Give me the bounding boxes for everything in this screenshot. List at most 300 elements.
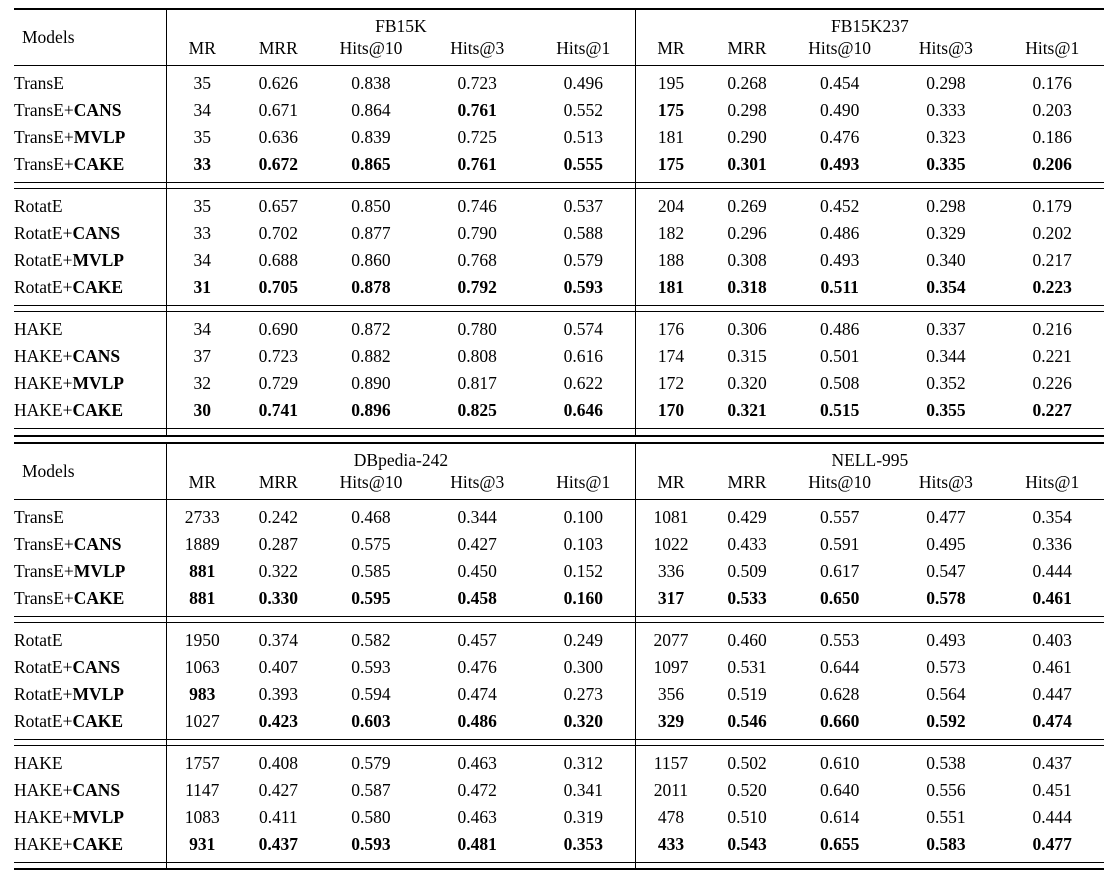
metric-value-cell: 0.355 [891,397,1000,429]
metric-value-cell: 30 [167,397,238,429]
metric-value-cell: 0.595 [319,585,423,617]
metric-value-cell: 0.575 [319,531,423,558]
metric-value-cell: 983 [167,681,238,708]
metric-header-cell: Hits@3 [891,37,1000,66]
metric-value-cell: 0.588 [532,220,636,247]
metric-value-cell: 31 [167,274,238,306]
table-row [14,622,1104,654]
metric-value-cell: 181 [635,124,706,151]
model-name-cell [14,708,167,740]
metric-value-cell: 0.344 [891,343,1000,370]
model-name-cell [14,397,167,429]
metric-value-cell: 0.877 [319,220,423,247]
metric-value-cell: 0.249 [532,622,636,654]
metric-value-cell: 1757 [167,745,238,777]
dataset-header-cell: FB15K [167,9,636,37]
model-base-label: RotatE+ [14,223,72,243]
model-name-cell [14,681,167,708]
model-suffix-label: CAKE [74,588,125,608]
table-row [14,124,1104,151]
metric-header-cell: MR [167,37,238,66]
metric-value-cell: 0.546 [706,708,788,740]
table-row [14,66,1104,98]
metric-header-cell: Hits@10 [788,471,892,500]
metric-value-cell: 0.617 [788,558,892,585]
metric-value-cell: 0.780 [423,312,532,344]
model-base-label: HAKE [14,753,63,773]
metric-value-cell: 0.269 [706,189,788,221]
metric-value-cell: 0.890 [319,370,423,397]
metric-value-cell: 0.437 [1000,745,1104,777]
metric-value-cell: 0.227 [1000,397,1104,429]
metric-header-row [14,37,1104,66]
metric-value-cell: 0.458 [423,585,532,617]
metric-value-cell: 0.457 [423,622,532,654]
model-name-cell [14,558,167,585]
metric-value-cell: 0.318 [706,274,788,306]
metric-value-cell: 0.344 [423,499,532,531]
model-suffix-label: MVLP [74,127,126,147]
metric-value-cell: 0.329 [891,220,1000,247]
model-base-label: RotatE+ [14,277,72,297]
metric-value-cell: 0.768 [423,247,532,274]
metric-value-cell: 0.330 [237,585,319,617]
metric-value-cell: 0.583 [891,831,1000,863]
model-suffix-label: CANS [72,780,120,800]
metric-value-cell: 0.622 [532,370,636,397]
metric-value-cell: 0.579 [532,247,636,274]
metric-value-cell: 0.660 [788,708,892,740]
metric-value-cell: 0.508 [788,370,892,397]
metric-value-cell: 0.217 [1000,247,1104,274]
metric-value-cell: 0.206 [1000,151,1104,183]
model-name-cell [14,370,167,397]
metric-value-cell: 0.553 [788,622,892,654]
model-name-cell [14,585,167,617]
table-bottom-rule [14,429,1104,436]
metric-value-cell: 0.320 [532,708,636,740]
model-block [14,499,1104,616]
metric-value-cell: 0.333 [891,97,1000,124]
metric-value-cell: 0.437 [237,831,319,863]
model-suffix-label: CANS [74,534,122,554]
model-suffix-label: MVLP [72,373,124,393]
model-name-cell [14,499,167,531]
metric-value-cell: 0.705 [237,274,319,306]
metric-value-cell: 0.628 [788,681,892,708]
metric-value-cell: 0.537 [532,189,636,221]
model-base-label: TransE [14,507,64,527]
metric-value-cell: 0.354 [891,274,1000,306]
metric-value-cell: 0.872 [319,312,423,344]
metric-value-cell: 0.864 [319,97,423,124]
model-name-cell [14,831,167,863]
metric-value-cell: 0.463 [423,804,532,831]
metric-value-cell: 0.452 [788,189,892,221]
metric-value-cell: 0.616 [532,343,636,370]
table-row [14,745,1104,777]
metric-value-cell: 34 [167,312,238,344]
model-base-label: HAKE+ [14,346,72,366]
metric-value-cell: 0.723 [237,343,319,370]
metric-value-cell: 0.671 [237,97,319,124]
metric-value-cell: 0.444 [1000,558,1104,585]
model-base-label: RotatE+ [14,684,72,704]
metric-value-cell: 0.202 [1000,220,1104,247]
metric-value-cell: 0.477 [1000,831,1104,863]
metric-value-cell: 0.460 [706,622,788,654]
table-row [14,274,1104,306]
table-row [14,499,1104,531]
dataset-header-cell: FB15K237 [635,9,1104,37]
metric-value-cell: 0.510 [706,804,788,831]
metric-value-cell: 336 [635,558,706,585]
model-suffix-label: CANS [74,100,122,120]
metric-header-cell: Hits@10 [319,37,423,66]
model-name-cell [14,777,167,804]
metric-header-cell: Hits@10 [788,37,892,66]
metric-value-cell: 0.860 [319,247,423,274]
model-name-cell [14,151,167,183]
metric-value-cell: 0.636 [237,124,319,151]
metric-value-cell: 0.341 [532,777,636,804]
model-name-cell [14,124,167,151]
models-header-cell: Models [14,9,167,66]
metric-value-cell: 0.493 [891,622,1000,654]
metric-value-cell: 0.531 [706,654,788,681]
metric-value-cell: 1889 [167,531,238,558]
metric-value-cell: 0.242 [237,499,319,531]
table-row [14,585,1104,617]
model-base-label: RotatE+ [14,711,72,731]
metric-value-cell: 1157 [635,745,706,777]
metric-value-cell: 0.461 [1000,585,1104,617]
metric-value-cell: 0.306 [706,312,788,344]
model-base-label: HAKE+ [14,400,72,420]
metric-value-cell: 0.463 [423,745,532,777]
metric-header-cell: Hits@3 [423,37,532,66]
table-row [14,97,1104,124]
metric-value-cell: 0.838 [319,66,423,98]
metric-value-cell: 0.490 [788,97,892,124]
model-suffix-label: MVLP [72,684,124,704]
metric-value-cell: 0.702 [237,220,319,247]
metric-header-cell: MR [635,37,706,66]
metric-value-cell: 0.454 [788,66,892,98]
table-row [14,397,1104,429]
metric-value-cell: 0.579 [319,745,423,777]
metric-value-cell: 2077 [635,622,706,654]
metric-value-cell: 0.290 [706,124,788,151]
metric-value-cell: 0.468 [319,499,423,531]
metric-value-cell: 0.298 [706,97,788,124]
model-name-cell [14,622,167,654]
metric-value-cell: 0.427 [423,531,532,558]
metric-value-cell: 0.433 [706,531,788,558]
table-row [14,804,1104,831]
metric-value-cell: 0.100 [532,499,636,531]
model-block [14,745,1104,862]
metric-value-cell: 0.614 [788,804,892,831]
model-base-label: HAKE+ [14,780,72,800]
metric-value-cell: 0.520 [706,777,788,804]
model-suffix-label: CAKE [72,834,123,854]
metric-value-cell: 0.817 [423,370,532,397]
metric-value-cell: 0.296 [706,220,788,247]
metric-value-cell: 0.552 [532,97,636,124]
metric-value-cell: 174 [635,343,706,370]
metric-value-cell: 0.644 [788,654,892,681]
metric-header-cell: Hits@3 [891,471,1000,500]
metric-value-cell: 0.320 [706,370,788,397]
metric-value-cell: 0.657 [237,189,319,221]
model-base-label: TransE+ [14,154,74,174]
model-suffix-label: MVLP [72,250,124,270]
metric-value-cell: 195 [635,66,706,98]
metric-value-cell: 0.298 [891,66,1000,98]
model-suffix-label: CANS [72,657,120,677]
metric-header-cell: Hits@1 [1000,37,1104,66]
model-base-label: TransE+ [14,534,74,554]
metric-value-cell: 0.481 [423,831,532,863]
metric-value-cell: 0.626 [237,66,319,98]
metric-value-cell: 33 [167,220,238,247]
metric-value-cell: 0.865 [319,151,423,183]
metric-value-cell: 1022 [635,531,706,558]
model-base-label: TransE+ [14,127,74,147]
metric-value-cell: 0.850 [319,189,423,221]
metric-header-cell: Hits@1 [532,471,636,500]
metric-value-cell: 0.825 [423,397,532,429]
metric-value-cell: 0.690 [237,312,319,344]
model-name-cell [14,804,167,831]
model-block [14,312,1104,429]
metric-value-cell: 0.646 [532,397,636,429]
metric-value-cell: 0.374 [237,622,319,654]
metric-value-cell: 0.352 [891,370,1000,397]
metric-value-cell: 0.423 [237,708,319,740]
metric-value-cell: 0.725 [423,124,532,151]
metric-value-cell: 317 [635,585,706,617]
metric-value-cell: 0.593 [319,654,423,681]
metric-value-cell: 0.555 [532,151,636,183]
metric-value-cell: 0.427 [237,777,319,804]
metric-value-cell: 32 [167,370,238,397]
metric-value-cell: 0.761 [423,97,532,124]
metric-value-cell: 0.655 [788,831,892,863]
model-name-cell [14,343,167,370]
metric-value-cell: 0.496 [532,66,636,98]
metric-value-cell: 0.476 [788,124,892,151]
model-base-label: TransE+ [14,100,74,120]
metric-value-cell: 0.878 [319,274,423,306]
metric-value-cell: 0.298 [891,189,1000,221]
metric-value-cell: 1950 [167,622,238,654]
metric-value-cell: 329 [635,708,706,740]
metric-value-cell: 0.323 [891,124,1000,151]
table-bottom-rule [14,862,1104,869]
metric-value-cell: 0.515 [788,397,892,429]
metric-value-cell: 0.573 [891,654,1000,681]
metric-value-cell: 188 [635,247,706,274]
model-block [14,622,1104,739]
metric-value-cell: 0.353 [532,831,636,863]
metric-value-cell: 0.493 [788,151,892,183]
metric-value-cell: 0.603 [319,708,423,740]
metric-value-cell: 33 [167,151,238,183]
metric-value-cell: 0.746 [423,189,532,221]
metric-value-cell: 0.792 [423,274,532,306]
metric-value-cell: 0.474 [423,681,532,708]
metric-value-cell: 0.593 [532,274,636,306]
table-row [14,370,1104,397]
metric-value-cell: 478 [635,804,706,831]
metric-value-cell: 0.477 [891,499,1000,531]
model-base-label: TransE [14,73,64,93]
metric-value-cell: 0.790 [423,220,532,247]
metric-value-cell: 0.308 [706,247,788,274]
metric-value-cell: 0.301 [706,151,788,183]
model-name-cell [14,274,167,306]
metric-value-cell: 0.403 [1000,622,1104,654]
metric-value-cell: 356 [635,681,706,708]
metric-value-cell: 0.312 [532,745,636,777]
model-suffix-label: MVLP [72,807,124,827]
dataset-row [14,9,1104,37]
metric-value-cell: 0.582 [319,622,423,654]
metric-value-cell: 0.688 [237,247,319,274]
dataset-header-cell: DBpedia-242 [167,443,636,471]
metric-value-cell: 0.574 [532,312,636,344]
table-row [14,831,1104,863]
table-row [14,151,1104,183]
metric-value-cell: 0.610 [788,745,892,777]
metric-header-cell: MRR [706,471,788,500]
metric-value-cell: 172 [635,370,706,397]
metric-value-cell: 0.594 [319,681,423,708]
metric-value-cell: 1097 [635,654,706,681]
metric-value-cell: 0.502 [706,745,788,777]
metric-value-cell: 34 [167,97,238,124]
metric-value-cell: 0.354 [1000,499,1104,531]
model-name-cell [14,66,167,98]
metric-value-cell: 0.461 [1000,654,1104,681]
metric-value-cell: 0.223 [1000,274,1104,306]
model-base-label: HAKE+ [14,834,72,854]
model-base-label: HAKE [14,319,63,339]
metric-value-cell: 0.578 [891,585,1000,617]
metric-value-cell: 0.336 [1000,531,1104,558]
rule-row [14,429,1104,436]
metric-value-cell: 0.335 [891,151,1000,183]
metric-value-cell: 0.533 [706,585,788,617]
metric-value-cell: 0.472 [423,777,532,804]
model-base-label: TransE+ [14,561,74,581]
results-table-fb15k-fb15k237 [14,8,1104,437]
metric-value-cell: 175 [635,151,706,183]
metric-value-cell: 0.287 [237,531,319,558]
model-base-label: RotatE [14,196,63,216]
metric-value-cell: 0.407 [237,654,319,681]
table-row [14,189,1104,221]
metric-value-cell: 170 [635,397,706,429]
metric-value-cell: 0.103 [532,531,636,558]
metric-value-cell: 0.723 [423,66,532,98]
metric-value-cell: 0.186 [1000,124,1104,151]
metric-value-cell: 0.557 [788,499,892,531]
metric-value-cell: 0.741 [237,397,319,429]
results-table-dbpedia-nell [14,442,1104,870]
metric-header-cell: MR [635,471,706,500]
metric-value-cell: 0.591 [788,531,892,558]
metric-value-cell: 0.556 [891,777,1000,804]
model-block [14,66,1104,183]
metric-value-cell: 0.509 [706,558,788,585]
metric-value-cell: 0.408 [237,745,319,777]
model-suffix-label: CAKE [72,400,123,420]
model-base-label: HAKE+ [14,373,72,393]
metric-value-cell: 0.160 [532,585,636,617]
table-row [14,558,1104,585]
metric-value-cell: 0.593 [319,831,423,863]
model-name-cell [14,531,167,558]
metric-value-cell: 0.547 [891,558,1000,585]
model-name-cell [14,189,167,221]
metric-value-cell: 881 [167,585,238,617]
model-suffix-label: CAKE [72,277,123,297]
metric-value-cell: 0.315 [706,343,788,370]
metric-value-cell: 0.444 [1000,804,1104,831]
metric-value-cell: 0.592 [891,708,1000,740]
metric-value-cell: 0.585 [319,558,423,585]
metric-value-cell: 0.268 [706,66,788,98]
metric-value-cell: 0.543 [706,831,788,863]
metric-header-cell: MRR [237,471,319,500]
model-suffix-label: CANS [72,223,120,243]
metric-value-cell: 0.511 [788,274,892,306]
metric-value-cell: 2733 [167,499,238,531]
metric-value-cell: 0.322 [237,558,319,585]
metric-value-cell: 0.474 [1000,708,1104,740]
model-name-cell [14,97,167,124]
metric-header-cell: Hits@1 [532,37,636,66]
metric-value-cell: 176 [635,312,706,344]
metric-value-cell: 0.839 [319,124,423,151]
model-name-cell [14,247,167,274]
metric-value-cell: 0.447 [1000,681,1104,708]
table-row [14,777,1104,804]
table-row [14,343,1104,370]
metric-value-cell: 0.429 [706,499,788,531]
metric-value-cell: 182 [635,220,706,247]
metric-value-cell: 0.761 [423,151,532,183]
metric-value-cell: 0.493 [788,247,892,274]
metric-value-cell: 0.587 [319,777,423,804]
metric-value-cell: 204 [635,189,706,221]
metric-header-cell: MRR [237,37,319,66]
metric-value-cell: 0.882 [319,343,423,370]
metric-value-cell: 0.896 [319,397,423,429]
model-suffix-label: CANS [72,346,120,366]
metric-value-cell: 0.319 [532,804,636,831]
metric-header-row [14,471,1104,500]
metric-value-cell: 0.551 [891,804,1000,831]
metric-value-cell: 1027 [167,708,238,740]
metric-value-cell: 0.495 [891,531,1000,558]
model-name-cell [14,654,167,681]
metric-value-cell: 931 [167,831,238,863]
metric-value-cell: 181 [635,274,706,306]
